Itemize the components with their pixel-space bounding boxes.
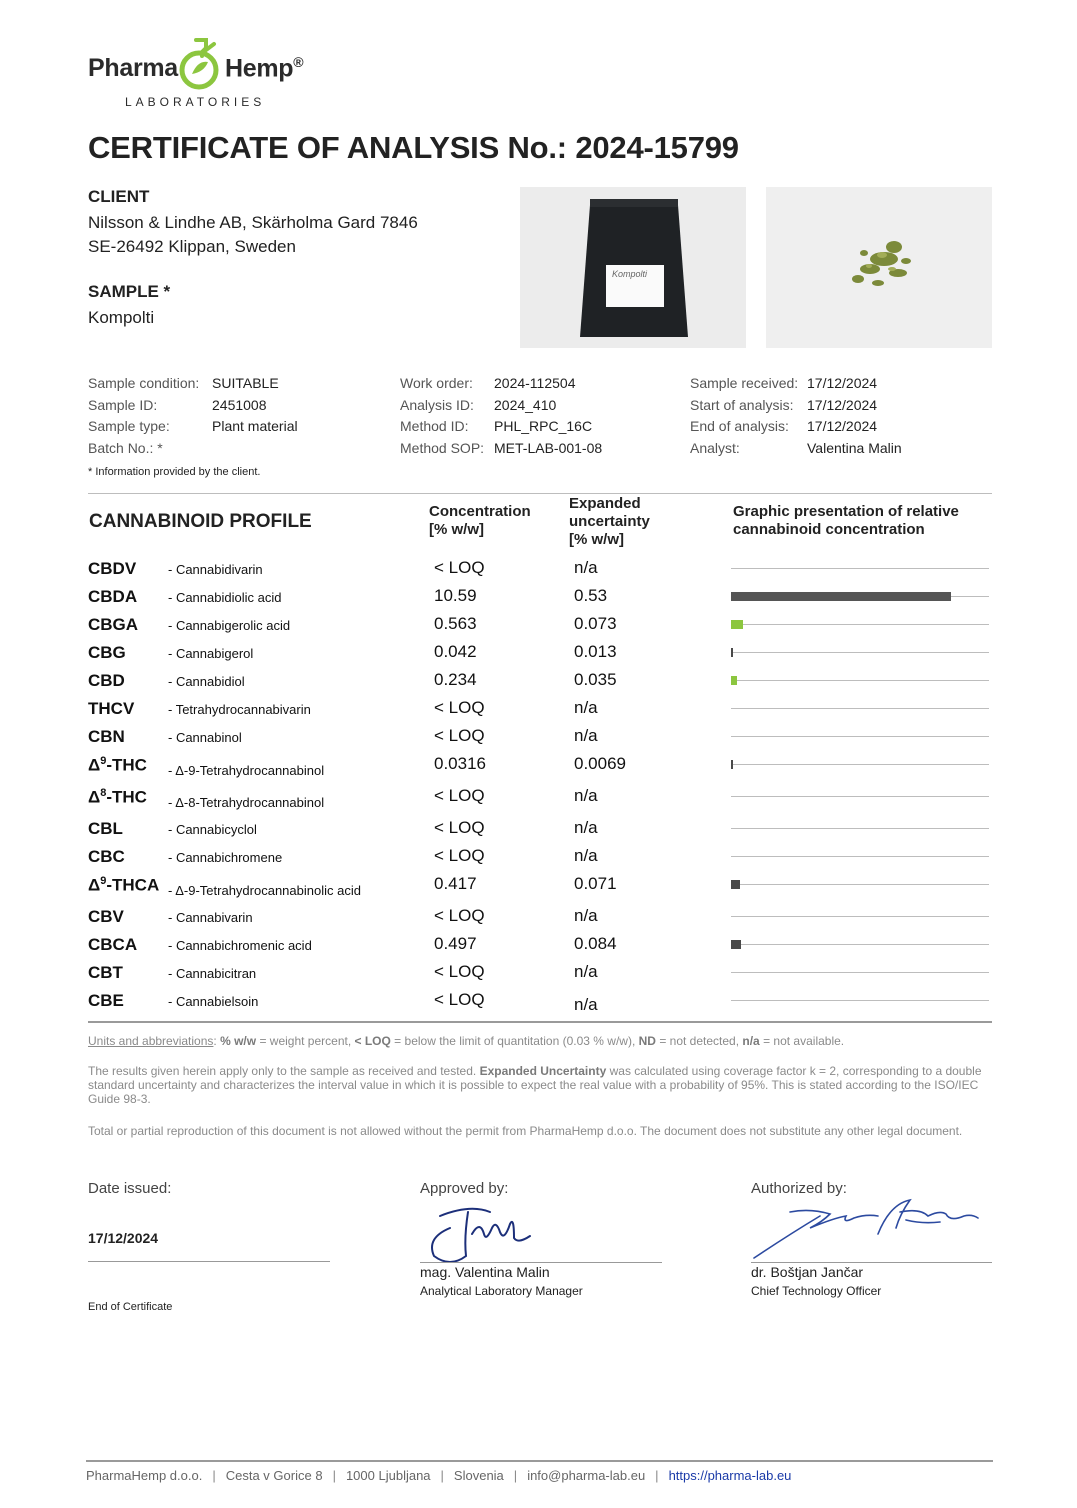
footer-city: 1000 Ljubljana (345, 1468, 431, 1483)
end-of-certificate: End of Certificate (88, 1301, 173, 1313)
cannabinoid-name: - Δ-9-Tetrahydrocannabinolic acid (168, 883, 361, 898)
concentration-bar (731, 940, 741, 949)
cannabinoid-name: - Cannabicyclol (168, 822, 257, 837)
sample-name: Kompolti (88, 308, 155, 327)
info-label: Sample received: (690, 375, 799, 391)
cannabinoid-row (0, 727, 1077, 755)
table-top-rule (88, 493, 992, 494)
table-bottom-rule (88, 1021, 992, 1023)
cannabinoid-name: - Cannabielsoin (168, 994, 259, 1009)
brand-word-left: Pharma (88, 54, 178, 82)
info-value: PHL_RPC_16C (494, 418, 593, 434)
info-label: End of analysis: (690, 418, 789, 434)
authorized-by-label: Authorized by: (751, 1180, 847, 1197)
cannabinoid-name: - Cannabidivarin (168, 562, 263, 577)
cannabinoid-profile-title: CANNABINOID PROFILE (89, 511, 312, 532)
footer-company: PharmaHemp d.o.o. (86, 1468, 203, 1483)
uncertainty-value: 0.084 (574, 934, 617, 953)
cannabinoid-row (0, 907, 1077, 935)
reproduction-note: Total or partial reproduction of this document is not allowed without the permit from PharmaHemp d.o.o. The document does not substitute any other legal document. (88, 1124, 963, 1138)
info-value: 17/12/2024 (807, 418, 878, 434)
concentration-bar (731, 760, 733, 769)
concentration-value: < LOQ (434, 846, 485, 865)
cannabinoid-name: - Cannabinol (168, 730, 242, 745)
date-underline (88, 1261, 330, 1262)
bag-label-text: Kompolti (612, 269, 648, 279)
cannabinoid-name: - Cannabicitran (168, 966, 257, 981)
cannabinoid-abbr: CBE (88, 991, 124, 1010)
cannabinoid-row (0, 847, 1077, 875)
footer-website-link[interactable]: https://pharma-lab.eu (668, 1468, 792, 1483)
cannabinoid-row (0, 819, 1077, 847)
concentration-header: Concentration [% w/w] (429, 503, 531, 538)
client-address-line1: Nilsson & Lindhe AB, Skärholma Gard 7846 (88, 213, 418, 232)
concentration-value: < LOQ (434, 906, 485, 925)
concentration-bar-track (731, 568, 989, 569)
brand-subtitle: LABORATORIES (125, 95, 266, 109)
info-value: SUITABLE (212, 375, 279, 391)
uncertainty-value: n/a (574, 995, 598, 1014)
concentration-bar-track (731, 884, 989, 885)
cannabinoid-row (0, 787, 1077, 815)
footer-country: Slovenia (453, 1468, 504, 1483)
cannabinoid-name: - Cannabigerolic acid (168, 618, 291, 633)
approved-name: mag. Valentina Malin (420, 1264, 550, 1280)
client-label: CLIENT (88, 187, 150, 206)
cannabinoid-name: - Cannabidiolic acid (168, 590, 282, 605)
cannabinoid-row (0, 991, 1077, 1019)
date-issued-label: Date issued: (88, 1180, 172, 1197)
cannabinoid-name: - Cannabigerol (168, 646, 254, 661)
concentration-bar-track (731, 736, 989, 737)
plant-material-image (766, 187, 992, 348)
cannabinoid-abbr: CBCA (88, 935, 138, 954)
uncertainty-value: 0.035 (574, 670, 617, 689)
cannabinoid-abbr: THCV (88, 699, 135, 718)
brand-word-right: Hemp® (225, 54, 304, 83)
uncertainty-value: n/a (574, 698, 598, 717)
concentration-bar-track (731, 680, 989, 681)
concentration-value: < LOQ (434, 818, 485, 837)
info-label: Analysis ID: (400, 397, 474, 413)
concentration-value: 0.497 (434, 934, 477, 953)
uncertainty-value: 0.013 (574, 642, 617, 661)
cannabinoid-row (0, 875, 1077, 903)
concentration-value: < LOQ (434, 990, 485, 1009)
cannabinoid-row (0, 559, 1077, 587)
sample-material-photo (766, 187, 992, 348)
concentration-value: < LOQ (434, 558, 485, 577)
concentration-bar-track (731, 652, 989, 653)
concentration-bar (731, 676, 737, 685)
cannabinoid-row (0, 935, 1077, 963)
cannabinoid-name: - Δ-9-Tetrahydrocannabinol (168, 763, 325, 778)
cannabinoid-name: - Cannabidiol (168, 674, 245, 689)
concentration-bar-track (731, 944, 989, 945)
certificate-title: CERTIFICATE OF ANALYSIS No.: 2024-15799 (88, 130, 739, 165)
concentration-bar-track (731, 1000, 989, 1001)
concentration-value: 0.0316 (434, 754, 486, 773)
cannabinoid-row (0, 587, 1077, 615)
info-label: Method SOP: (400, 440, 485, 456)
concentration-value: 0.417 (434, 874, 477, 893)
client-info-note: * Information provided by the client. (88, 466, 261, 478)
graphic-header: Graphic presentation of relative cannabinoid concentration (733, 503, 959, 538)
approved-role: Analytical Laboratory Manager (420, 1284, 583, 1298)
info-value: 17/12/2024 (807, 375, 878, 391)
units-note: Units and abbreviations: % w/w = weight percent, < LOQ = below the limit of quantitation (0.03 % w/w), ND = not detected, n/a = not available. (88, 1034, 845, 1048)
cannabinoid-abbr: $\Delta^9$-THC (88, 755, 147, 775)
concentration-bar-track (731, 972, 989, 973)
cannabinoid-row (0, 699, 1077, 727)
cannabinoid-abbr: CBGA (88, 615, 139, 634)
info-label: Sample ID: (88, 397, 158, 413)
concentration-value: 0.563 (434, 614, 477, 633)
concentration-bar-track (731, 764, 989, 765)
concentration-bar-track (731, 796, 989, 797)
authorized-role: Chief Technology Officer (751, 1284, 882, 1298)
footer-bar: PharmaHemp d.o.o. | Cesta v Gorice 8 | 1000 Ljubljana | Slovenia | info@pharma-lab.eu | https://pharma-lab.eu (86, 1468, 792, 1483)
info-label: Analyst: (690, 440, 740, 456)
info-label: Work order: (400, 375, 473, 391)
uncertainty-value: n/a (574, 906, 598, 925)
cannabinoid-abbr: CBDA (88, 587, 138, 606)
results-note: The results given herein apply only to the sample as received and tested. Expanded Uncertainty was calculated using coverage factor k = 2, corresponding to a double standard uncertainty and characterizes the interval value in which it is possible to expect the real value with a probability of 95%. This is stated according to the ISO/IEC Guide 98-3. (88, 1064, 982, 1106)
sample-label: SAMPLE * (88, 282, 171, 301)
info-value: Valentina Malin (807, 440, 902, 456)
concentration-value: 0.042 (434, 642, 477, 661)
cannabinoid-abbr: CBC (88, 847, 125, 866)
uncertainty-value: 0.53 (574, 586, 608, 605)
cannabinoid-row (0, 963, 1077, 991)
cannabinoid-abbr: CBT (88, 963, 123, 982)
approved-underline (420, 1262, 662, 1263)
info-value: 17/12/2024 (807, 397, 878, 413)
authorized-name: dr. Boštjan Jančar (751, 1264, 864, 1280)
uncertainty-value: 0.0069 (574, 754, 626, 773)
concentration-bar-track (731, 828, 989, 829)
date-issued-value: 17/12/2024 (88, 1230, 159, 1246)
info-value: 2024_410 (494, 397, 557, 413)
package-bag-image (520, 187, 746, 348)
uncertainty-value: n/a (574, 962, 598, 981)
client-address-line2: SE-26492 Klippan, Sweden (88, 237, 296, 256)
concentration-bar (731, 592, 951, 601)
authorized-signature-image (750, 1194, 990, 1264)
concentration-value: < LOQ (434, 786, 485, 805)
info-label: Method ID: (400, 418, 469, 434)
cannabinoid-row (0, 643, 1077, 671)
units-link[interactable]: Units and abbreviations (88, 1034, 214, 1048)
cannabinoid-abbr: $\Delta^9$-THCA (88, 875, 160, 895)
cannabinoid-name: - Tetrahydrocannabivarin (168, 702, 311, 717)
concentration-bar-track (731, 916, 989, 917)
concentration-value: < LOQ (434, 698, 485, 717)
footer-rule (86, 1460, 993, 1462)
uncertainty-value: n/a (574, 818, 598, 837)
approved-by-label: Approved by: (420, 1180, 509, 1197)
sample-package-photo (520, 187, 746, 348)
uncertainty-header: Expanded uncertainty [% w/w] (569, 495, 650, 548)
concentration-bar (731, 880, 740, 889)
info-value: 2024-112504 (494, 375, 576, 391)
cannabinoid-row (0, 755, 1077, 783)
concentration-value: 0.234 (434, 670, 477, 689)
concentration-bar-track (731, 624, 989, 625)
brand-logo (88, 36, 328, 112)
uncertainty-value: 0.073 (574, 614, 617, 633)
uncertainty-value: n/a (574, 726, 598, 745)
info-label: Sample condition: (88, 375, 200, 391)
cannabinoid-row (0, 671, 1077, 699)
uncertainty-value: 0.071 (574, 874, 617, 893)
cannabinoid-abbr: CBL (88, 819, 123, 838)
info-label: Start of analysis: (690, 397, 794, 413)
info-value: Plant material (212, 418, 298, 434)
uncertainty-value: n/a (574, 558, 598, 577)
cannabinoid-name: - Cannabivarin (168, 910, 253, 925)
info-value: 2451008 (212, 397, 267, 413)
cannabinoid-name: - Cannabichromene (168, 850, 283, 865)
info-value: MET-LAB-001-08 (494, 440, 603, 456)
concentration-bar-track (731, 856, 989, 857)
concentration-bar-track (731, 708, 989, 709)
cannabinoid-abbr: CBG (88, 643, 126, 662)
concentration-bar (731, 620, 743, 629)
concentration-value: 10.59 (434, 586, 477, 605)
uncertainty-value: n/a (574, 786, 598, 805)
footer-email[interactable]: info@pharma-lab.eu (527, 1468, 646, 1483)
info-label: Sample type: (88, 418, 170, 434)
cannabinoid-abbr: CBD (88, 671, 125, 690)
cannabinoid-abbr: CBV (88, 907, 124, 926)
flask-logo-icon (176, 38, 222, 90)
concentration-value: < LOQ (434, 726, 485, 745)
cannabinoid-abbr: $\Delta^8$-THC (88, 787, 147, 807)
cannabinoid-name: - Δ-8-Tetrahydrocannabinol (168, 795, 325, 810)
cannabinoid-name: - Cannabichromenic acid (168, 938, 312, 953)
cannabinoid-abbr: CBN (88, 727, 125, 746)
info-label: Batch No.: * (88, 440, 163, 456)
concentration-bar (731, 648, 733, 657)
cannabinoid-row (0, 615, 1077, 643)
authorized-underline (751, 1262, 992, 1263)
concentration-value: < LOQ (434, 962, 485, 981)
footer-street: Cesta v Gorice 8 (225, 1468, 323, 1483)
cannabinoid-abbr: CBDV (88, 559, 137, 578)
uncertainty-value: n/a (574, 846, 598, 865)
